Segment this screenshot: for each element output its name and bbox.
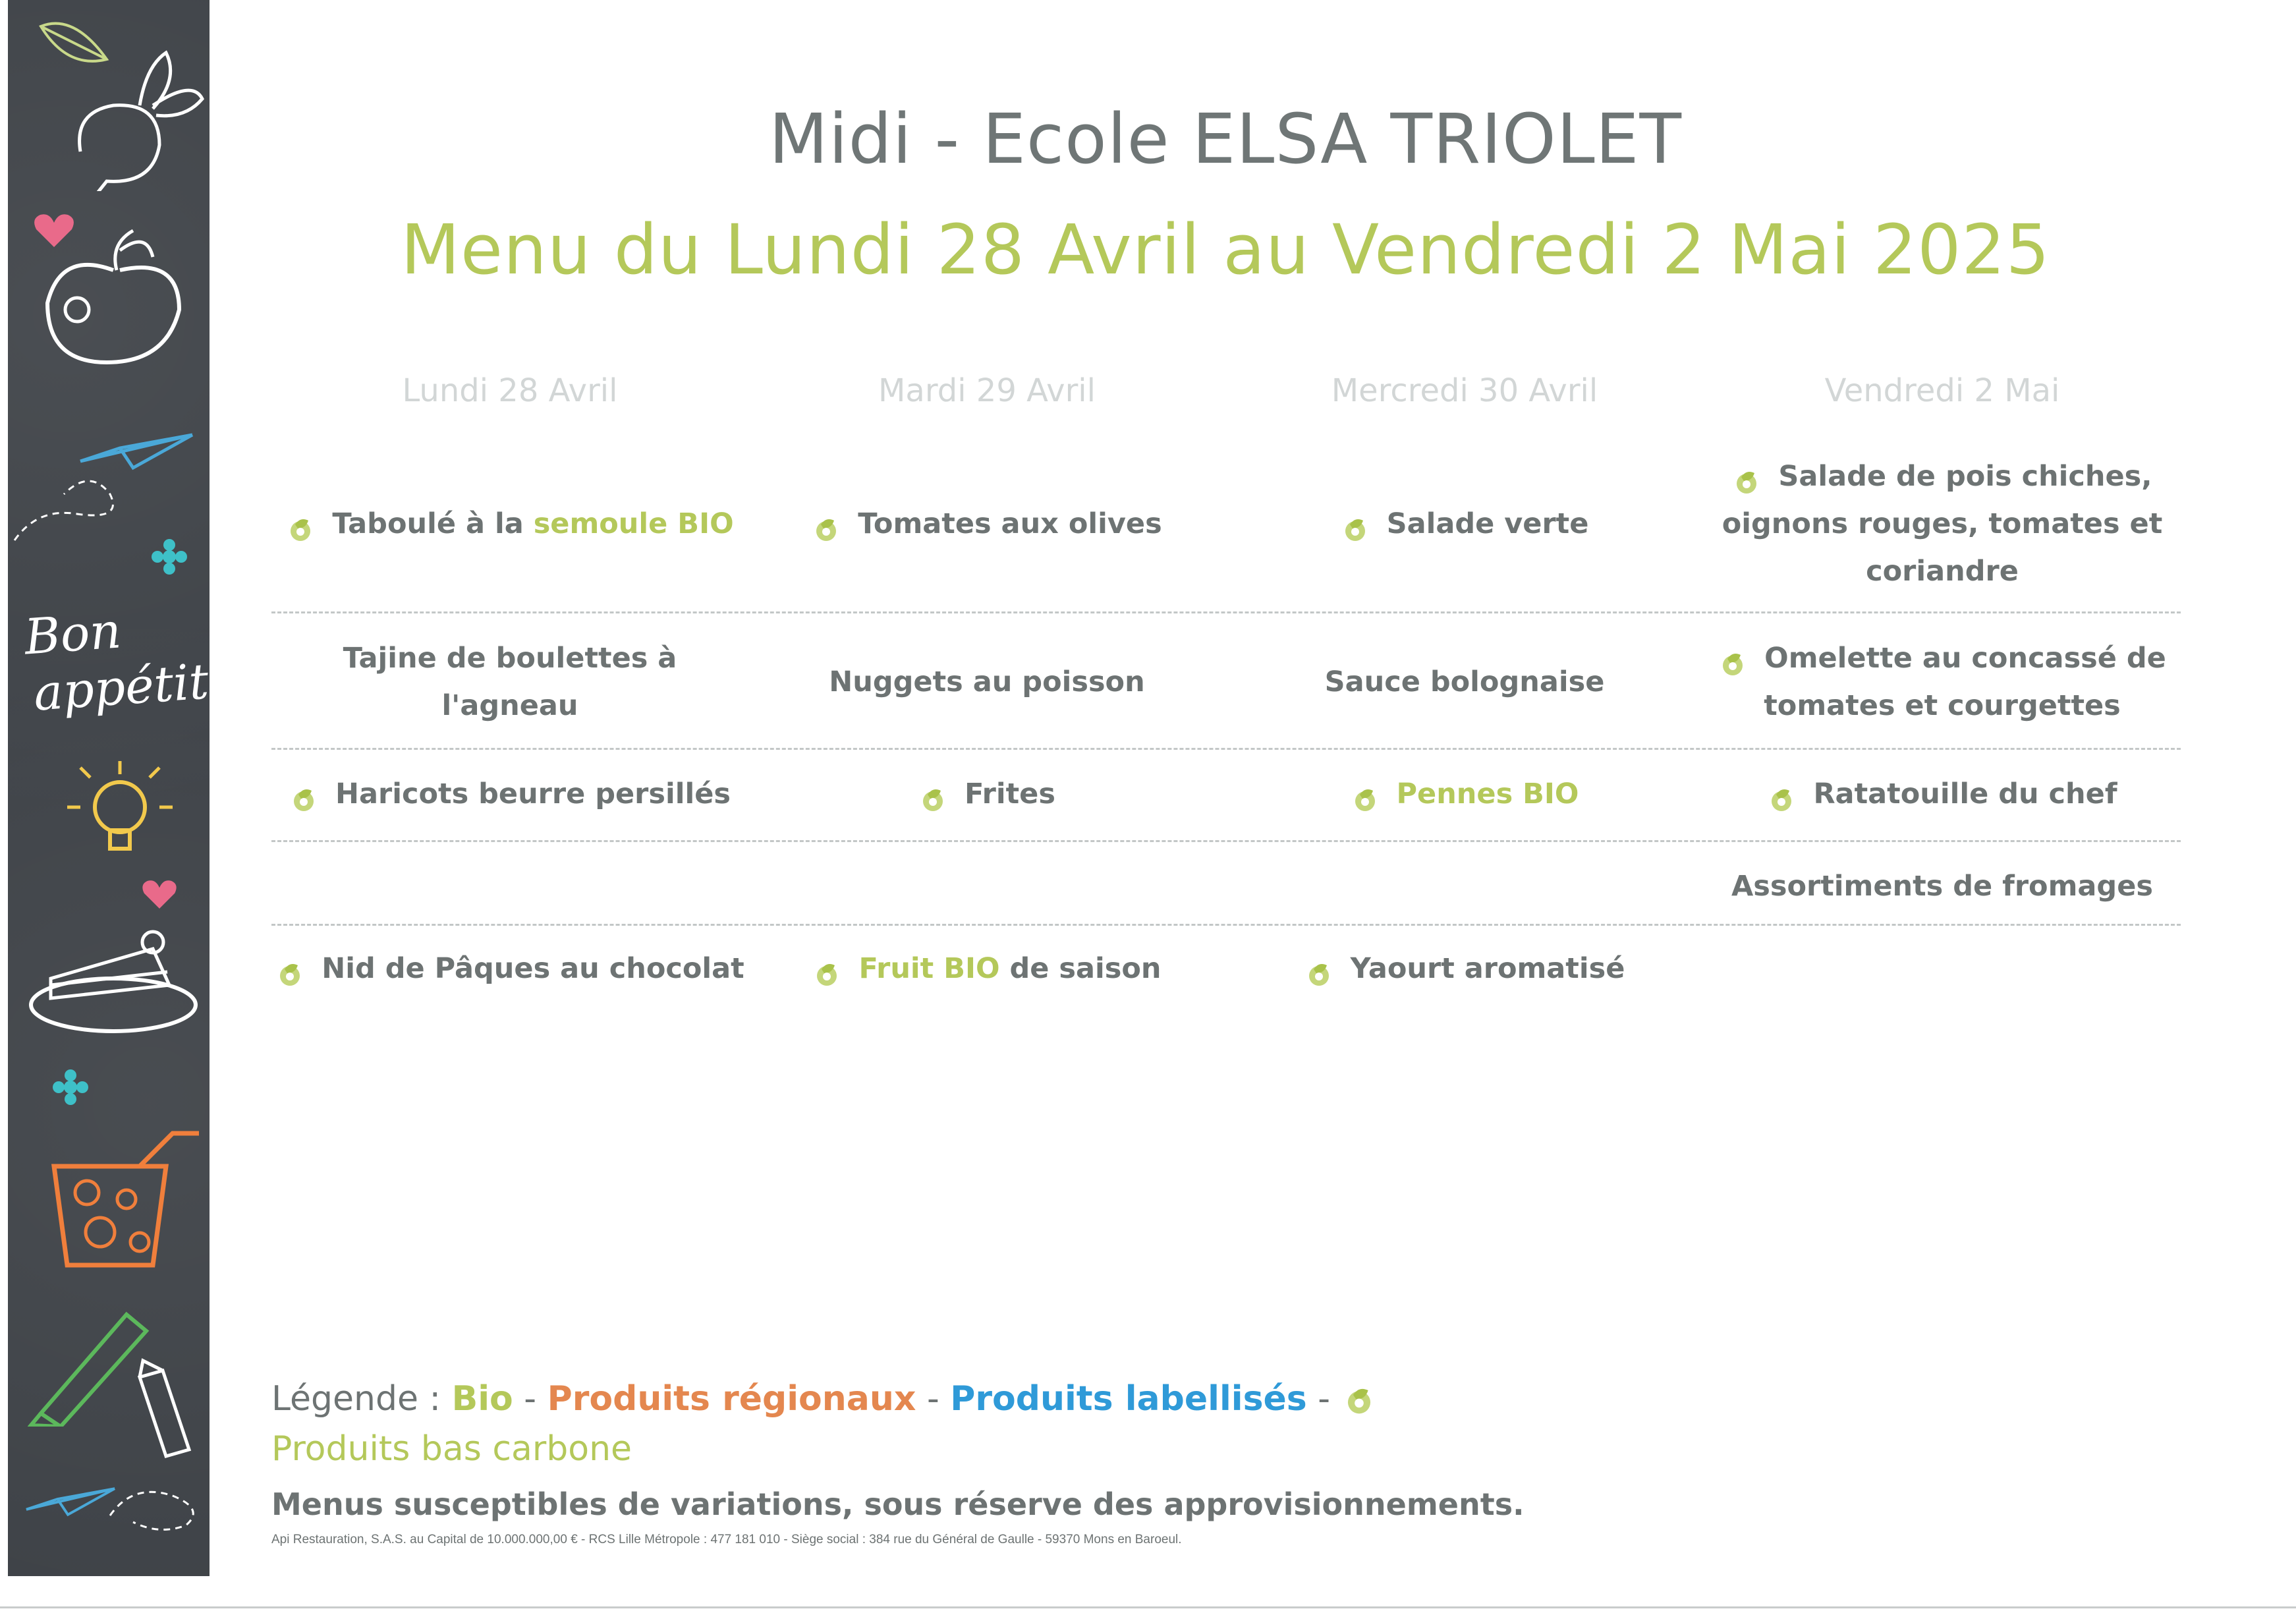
low-carbon-leaf-icon	[812, 511, 841, 540]
day-header: Vendredi 2 Mai	[1824, 372, 2060, 409]
dish-text: Omelette au concassé de tomates et courgettes	[1764, 642, 2166, 722]
low-carbon-leaf-icon	[812, 956, 841, 985]
menu-cell-dessert	[271, 932, 748, 1005]
legend-separator: -	[916, 1379, 951, 1419]
dish-bio-highlight: Fruit BIO	[858, 952, 1000, 985]
low-carbon-leaf-icon	[1351, 781, 1380, 810]
menu-cell-cheese	[1704, 850, 2181, 922]
heart-doodle-icon	[140, 876, 179, 913]
apple-doodle-icon	[34, 224, 206, 376]
menu-cell-cheese	[1226, 850, 1703, 922]
paper-plane-doodle-icon	[21, 1476, 120, 1522]
dish-text: Sauce bolognaise	[1324, 666, 1605, 698]
dish-text: Yaourt aromatisé	[1350, 952, 1625, 985]
dish-text: de saison	[999, 952, 1162, 985]
menu-cell-dessert	[1226, 932, 1703, 1005]
row-divider	[271, 611, 2181, 613]
legend-separator: -	[513, 1379, 547, 1419]
dashed-loop-doodle-icon	[107, 1476, 206, 1535]
flower-doodle-icon	[150, 537, 189, 577]
menu-cell-side	[1704, 758, 2181, 830]
light-bulb-doodle-icon	[54, 758, 186, 863]
chalkboard-sidebar	[8, 0, 210, 1576]
menu-cell-side	[1226, 758, 1703, 830]
menu-cell-main	[271, 619, 748, 745]
dashed-loop-doodle-icon	[11, 461, 136, 547]
legend-low-carbon: Produits bas carbone	[271, 1429, 632, 1469]
menu-cell-entree	[1704, 455, 2181, 593]
supply-notice: Menus susceptibles de variations, sous réserve des approvisionnements.	[271, 1487, 1525, 1522]
dish-text: Nuggets au poisson	[829, 666, 1145, 698]
row-divider	[271, 748, 2181, 750]
menu-grid	[271, 0, 2181, 1054]
menu-cell-side	[271, 758, 748, 830]
legend-label: Légende :	[271, 1379, 452, 1419]
turnip-doodle-icon	[67, 40, 206, 191]
menu-cell-dessert	[1704, 932, 2181, 1005]
row-divider	[271, 924, 2181, 926]
page-bottom-rule	[0, 1606, 2296, 1608]
menu-cell-cheese	[748, 850, 1225, 922]
dish-text: Nid de Pâques au chocolat	[322, 952, 744, 985]
dish-text: Haricots beurre persillés	[335, 778, 731, 810]
menu-cell-cheese	[271, 850, 748, 922]
dish-bio-highlight: Pennes BIO	[1396, 778, 1579, 810]
low-carbon-leaf-icon	[1304, 956, 1333, 985]
dish-text: Salade de pois chiches, oignons rouges, tomates et coriandre	[1722, 460, 2163, 588]
menu-cell-dessert	[748, 932, 1225, 1005]
legend	[271, 1374, 1424, 1474]
menu-cell-main	[1226, 619, 1703, 745]
legend-regional: Produits régionaux	[547, 1379, 916, 1419]
bon-appetit-line2: appétit	[32, 653, 211, 722]
dish-text: Frites	[965, 778, 1055, 810]
drink-cup-doodle-icon	[41, 1127, 206, 1272]
legend-separator: -	[1306, 1379, 1341, 1419]
bon-appetit-line1: Bon	[22, 602, 123, 666]
dish-text: Tomates aux olives	[858, 507, 1162, 540]
low-carbon-leaf-icon	[1767, 781, 1796, 810]
dish-text: Salade verte	[1386, 507, 1589, 540]
dish-text: Taboulé à la	[332, 507, 534, 540]
low-carbon-leaf-icon	[275, 956, 304, 985]
page-title: Midi - Ecole ELSA TRIOLET	[769, 99, 1682, 179]
menu-cell-entree	[748, 455, 1225, 593]
company-footer: Api Restauration, S.A.S. au Capital de 10.000.000,00 € - RCS Lille Métropole : 477 181 010 - Siège social : 384 rue du Général de Gaulle - 59370 Mons en Baroeul.	[271, 1533, 1182, 1546]
low-carbon-leaf-icon	[286, 511, 315, 540]
dish-bio-highlight: semoule BIO	[533, 507, 734, 540]
legend-bio: Bio	[451, 1379, 513, 1419]
menu-cell-entree	[1226, 455, 1703, 593]
dish-text: Ratatouille du chef	[1813, 778, 2117, 810]
low-carbon-leaf-icon	[1341, 511, 1370, 540]
flower-doodle-icon	[51, 1067, 90, 1107]
row-divider	[271, 840, 2181, 842]
low-carbon-leaf-icon	[289, 781, 318, 810]
low-carbon-leaf-icon	[1732, 464, 1761, 493]
day-header: Mercredi 30 Avril	[1331, 372, 1598, 409]
low-carbon-leaf-icon	[1718, 646, 1747, 675]
dish-text: Assortiments de fromages	[1731, 870, 2153, 903]
menu-cell-side	[748, 758, 1225, 830]
legend-labelled: Produits labellisés	[950, 1379, 1307, 1419]
menu-period-subtitle: Menu du Lundi 28 Avril au Vendredi 2 Mai 2025	[401, 210, 2050, 290]
cake-doodle-icon	[21, 922, 206, 1041]
day-header: Mardi 29 Avril	[878, 372, 1096, 409]
dish-text: Tajine de boulettes à l'agneau	[343, 642, 677, 722]
menu-cell-entree	[271, 455, 748, 593]
menu-cell-main	[748, 619, 1225, 745]
pencil-doodle-icon	[126, 1357, 199, 1463]
low-carbon-leaf-icon	[918, 781, 947, 810]
day-header: Lundi 28 Avril	[402, 372, 618, 409]
menu-cell-main	[1704, 619, 2181, 745]
low-carbon-leaf-icon	[1343, 1384, 1376, 1417]
bon-appetit-lettering	[22, 597, 211, 722]
